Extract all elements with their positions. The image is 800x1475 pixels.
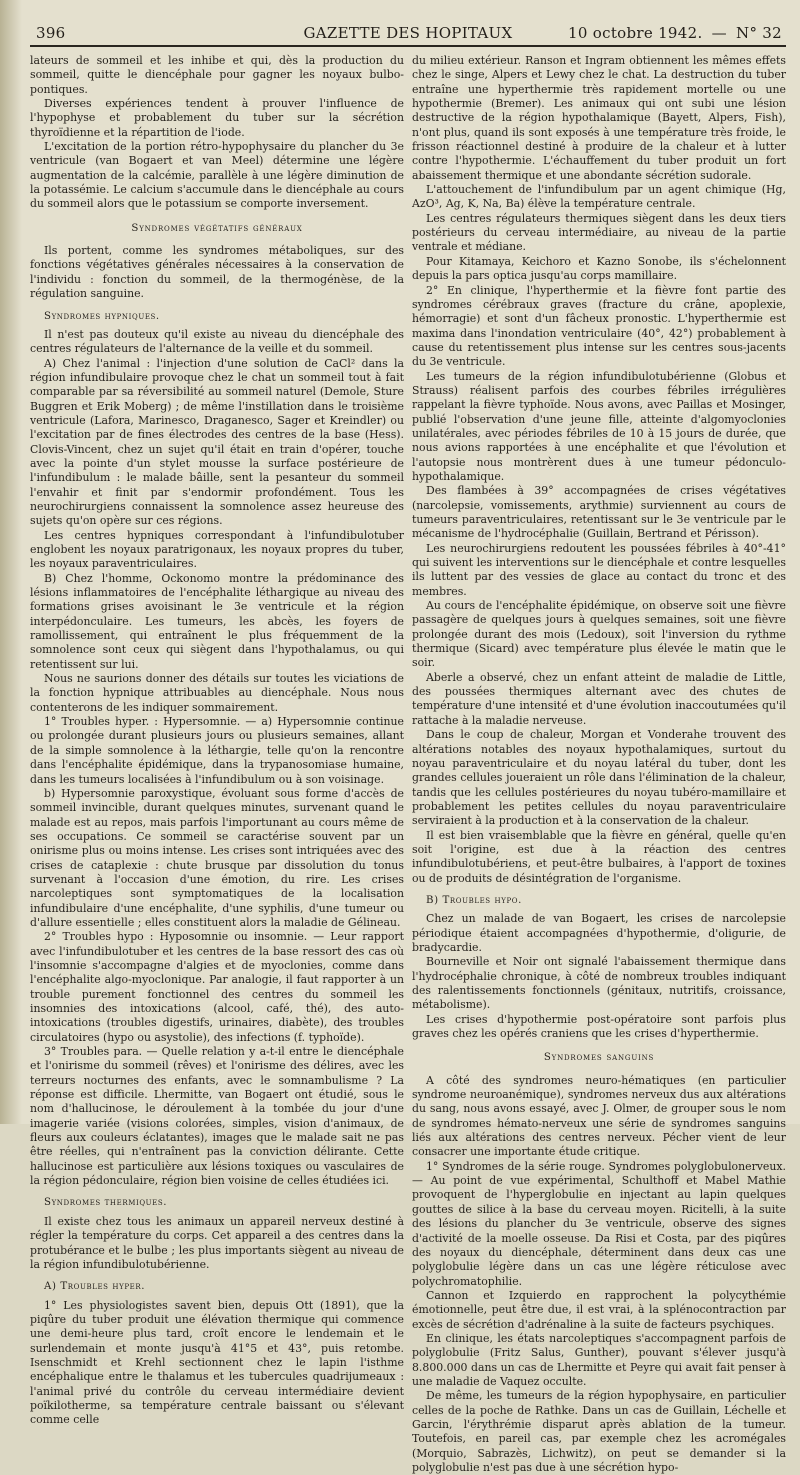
paragraph: Diverses expériences tendent à prouver l'influence de l'hypophyse et probablement du tuber sur la sécrétion thyroïdienne et la répartition de l'iode. (30, 97, 404, 139)
section-heading: Syndromes hypniques. (44, 310, 160, 322)
page-edge-shadow (0, 0, 22, 1124)
paragraph: L'attouchement de l'infundibulum par un agent chimique (Hg, AzO³, Ag, K, Na, Ba) élève la température centrale. (412, 183, 786, 211)
issue-separator: — (711, 24, 727, 42)
section-heading: Syndromes végétatifs généraux (131, 222, 303, 234)
paragraph: A côté des syndromes neuro-hématiques (en particulier syndrome neuroanémique), syndromes nerveux dus aux altérations du sang, nous avons essayé, avec J. Olmer, de grouper sous le nom de syndromes hémato-nerveux une série de syndromes sanguins liés aux altérations des centres nerveux. Pécher vient de leur consacrer une importante étude critique. (412, 1073, 786, 1159)
paragraph: Cannon et Izquierdo en rapprochent la polycythémie émotionnelle, peut être due, il est vrai, à la splénocontraction par excès de sécrétion d'adrénaline à la suite de facteurs psychiques. (412, 1288, 786, 1331)
paragraph: 2° En clinique, l'hyperthermie et la fièvre font partie des syndromes cérébraux graves (fracture du crâne, apoplexie, hémorragie) et sont d'un fâcheux pronostic. L'hyperthermie est maxima dans l'inondation ventriculaire (40°, 42°) probablement à cause du retentissement plus intense sur les centres sous-jacents du 3e ventricule. (412, 283, 786, 369)
paragraph: 1° Les physiologistes savent bien, depuis Ott (1891), que la piqûre du tuber produit une élévation thermique qui commence une demi-heure plus tard, croît encore le lendemain et le surlendemain et monte jusqu'à 41°5 et 43°, puis retombe. Isenschmidt et Krehl sectionnent chez le lapin l'isthme encéphalique entre le thalamus et les tubercules quadrijumeaux : l'animal privé du contrôle du cerveau intermédiaire devient poïkilotherme, sa température centrale baissant ou s'élevant comme celle (30, 1298, 404, 1427)
paragraph: Les neurochirurgiens redoutent les poussées fébriles à 40°-41° qui suivent les interventions sur le diencéphale et contre lesquelles ils luttent par des vessies de glace au contact du tronc et des membres. (412, 541, 786, 598)
paragraph: A) Chez l'animal : l'injection d'une solution de CaCl² dans la région infundibulaire provoque chez le chat un sommeil tout à fait comparable par sa réversibilité au sommeil naturel (Demole, Sture Buggren et Erik Moberg) ; de même l'instillation dans le troisième ventricule (Lafora, Marinesco, Draganesco, Sager et Kreindler) ou l'excitation par de fines électrodes des centres de la base (Hess). Clovis-Vincent, chez un sujet qu'il était en train d'opérer, touche avec la pointe d'un stylet mousse la surface postérieure de l'infundibulum : le malade bâille, sent la pesanteur du sommeil l'envahir et finit par s'endormir profondément. Tous les neurochirurgiens connaissent la somnolence assez heureuse des sujets qu'on opère sur ces régions. (30, 356, 404, 528)
issue-date: 10 octobre 1942. (568, 24, 703, 42)
paragraph: 1° Troubles hyper. : Hypersomnie. — a) Hypersomnie continue ou prolongée durant plusieurs jours ou plusieurs semaines, allant de la simple somnolence à la léthargie, telle qu'on la rencontre dans l'encéphalite épidémique, dans la trypanosomiase humaine, dans les tumeurs localisées à l'infundibulum ou à son voisinage. (30, 715, 404, 786)
paragraph: lateurs de sommeil et les inhibe et qui, dès la production du sommeil, quitte le diencéphale pour gagner les noyaux bulbo-pontiques. (30, 54, 404, 96)
page-number: 396 (36, 24, 66, 42)
paragraph: Il existe chez tous les animaux un appareil nerveux destiné à régler la température du corps. Cet appareil a des centres dans la protubérance et le bulbe ; les plus importants siègent au niveau de la région infundibulotubérienne. (30, 1214, 404, 1271)
paragraph: B) Chez l'homme, Ockonomo montre la prédominance des lésions inflammatoires de l'encéphalite léthargique au niveau des formations grises avoisinant le 3e ventricule et la région interpédonculaire. Les tumeurs, les abcès, les foyers de ramollissement, qui entraînent le plus fréquemment de la somnolence sont ceux qui siègent dans l'hypothalamus, ou qui retentissent sur lui. (30, 571, 404, 671)
paragraph: Des flambées à 39° accompagnées de crises végétatives (narcolepsie, vomissements, arythmie) surviennent au cours de tumeurs paraventriculaires, retentissant sur le 3e ventricule par le mécanisme de l'hydrocéphalie (Guillain, Bertrand et Périsson). (412, 484, 786, 541)
paragraph: Il est bien vraisemblable que la fièvre en général, quelle qu'en soit l'origine, est due à la réaction des centres infundibulotubériens, et peut-être bulbaires, à l'apport de toxines ou de produits de désintégration de l'organisme. (412, 828, 786, 885)
paragraph: du milieu extérieur. Ranson et Ingram obtiennent les mêmes effets chez le singe, Alpers et Lewy chez le chat. La destruction du tuber entraîne une hyperthermie très rapidement mortelle ou une hypothermie (Bremer). Les animaux qui ont subi une lésion destructive de la région hypothalamique (Bayett, Alpers, Fish), n'ont plus, quand ils sont exposés à une température très froide, le frisson réactionnel destiné à produire de la chaleur et à lutter contre l'hypothermie. L'échauffement du tuber produit un fort abaissement thermique et une abondante sécrétion sudorale. (412, 54, 786, 182)
section-heading: Syndromes thermiques. (44, 1197, 168, 1209)
paragraph: Les centres régulateurs thermiques siègent dans les deux tiers postérieurs du cerveau intermédiaire, au niveau de la partie ventrale et médiane. (412, 211, 786, 254)
paragraph: Bourneville et Noir ont signalé l'abaissement thermique dans l'hydrocéphalie chronique, à côté de nombreux troubles indiquant des ralentissements fonctionnels (génitaux, nutritifs, croissance, métabolisme). (412, 955, 786, 1012)
right-column (412, 54, 786, 1474)
paragraph: L'excitation de la portion rétro-hypophysaire du plancher du 3e ventricule (van Bogaert et van Meel) détermine une légère augmentation de la calcémie, parallèle à une légère diminution de la potassémie. Le calcium s'accumule dans le diencéphale au cours du sommeil alors que le potassium se comporte inversement. (30, 140, 404, 211)
paragraph: Il n'est pas douteux qu'il existe au niveau du diencéphale des centres régulateurs de l'alternance de la veille et du sommeil. (30, 327, 404, 356)
issue-info (564, 24, 782, 42)
paragraph: 1° Syndromes de la série rouge. Syndromes polyglobulonerveux. — Au point de vue expérimental, Schulthoff et Mabel Mathie provoquent de l'hyperglobulie en injectant au lapin quelques gouttes de silice à la base du cerveau moyen. Ricitelli, à la suite des lésions du plancher du 3e ventricule, observe des signes d'activité de la moelle osseuse. Da Risi et Costa, par des piqûres des noyaux du diencéphale, déterminent dans deux cas une polyglobulie légère dans un cas une légère réticulose avec polychromatophilie. (412, 1159, 786, 1288)
issue-number: N° 32 (736, 24, 782, 42)
paragraph: Dans le coup de chaleur, Morgan et Vonderahe trouvent des altérations notables des noyaux hypothalamiques, surtout du noyau paraventriculaire et du noyau latéral du tuber, dont les grandes cellules joueraient un rôle dans l'élimination de la chaleur, tandis que les cellules postérieures du noyau tubéro-mamillaire et probablement les petites cellules du noyau paraventriculaire serviraient à la production et à la conservation de la chaleur. (412, 728, 786, 828)
header-rule (30, 45, 786, 47)
paragraph: 3° Troubles para. — Quelle relation y a-t-il entre le diencéphale et l'onirisme du sommeil (rêves) et l'onirisme des délires, avec les terreurs nocturnes des enfants, avec le somnambulisme ? La réponse est difficile. Lhermitte, van Bogaert ont étudié, sous le nom d'hallucinose, le déroulement à la tombée du jour d'une imagerie variée (visions colorées, simples, vision d'animaux, de fleurs aux couleurs éclatantes), images que le malade sait ne pas être réelles, qui n'entraînent pas la conviction délirante. Cette hallucinose est particulière aux lésions toxiques ou vasculaires de la région pédonculaire, région bien voisine de celles étudiées ici. (30, 1045, 404, 1188)
paragraph: Aberle a observé, chez un enfant atteint de maladie de Little, des poussées thermiques alternant avec des chutes de température d'une intensité et d'une évolution inaccoutumées qu'il rattache à la maladie nerveuse. (412, 670, 786, 727)
paragraph: Chez un malade de van Bogaert, les crises de narcolepsie périodique étaient accompagnées d'hypothermie, d'oligurie, de bradycardie. (412, 912, 786, 954)
journal-title: GAZETTE DES HOPITAUX (303, 24, 513, 42)
left-column (30, 54, 404, 1427)
paragraph: Les centres hypniques correspondant à l'infundibulotuber englobent les noyaux paratrigonaux, les noyaux propres du tuber, les noyaux paraventriculaires. (30, 528, 404, 571)
section-heading: Syndromes sanguins (543, 1052, 655, 1064)
section-heading: A) Troubles hyper. (44, 1281, 146, 1293)
paragraph: Les crises d'hypothermie post-opératoire sont parfois plus graves chez les opérés craniens que les crises d'hyperthermie. (412, 1012, 786, 1041)
paragraph: Nous ne saurions donner des détails sur toutes les viciations de la fonction hypnique attribuables au diencéphale. Nous nous contenterons de les indiquer sommairement. (30, 672, 404, 714)
paragraph: De même, les tumeurs de la région hypophysaire, en particulier celles de la poche de Rathke. Dans un cas de Guillain, Léchelle et Garcin, l'érythrémie disparut après ablation de la tumeur. Toutefois, en pareil cas, par exemple chez les acromégales (Morquio, Sabrazès, Lichwitz), on peut se demander si la polyglobulie n'est pas due à une sécrétion hypo- (412, 1389, 786, 1474)
paragraph: b) Hypersomnie paroxystique, évoluant sous forme d'accès de sommeil invincible, durant quelques minutes, survenant quand le malade est au repos, mais parfois l'importunant au cours même de ses occupations. Ce sommeil se caractérise souvent par un onirisme plus ou moins intense. Les crises sont intriquées avec des crises de cataplexie : chute brusque par dissolution du tonus survenant à l'occasion d'une émotion, du rire. Les crises narcoleptiques sont symptomatiques de la localisation infundibulaire d'une encéphalite, d'une syphilis, d'une tumeur ou d'allure essentielle ; elles constituent alors la maladie de Gélineau. (30, 786, 404, 929)
paragraph: 2° Troubles hypo : Hyposomnie ou insomnie. — Leur rapport avec l'infundibulotuber et les centres de la base ressort des cas où l'insomnie s'accompagne d'algies et de myoclonies, comme dans l'encéphalite algo-myoclonique. Par analogie, il faut rapporter à un trouble purement fonctionnel des centres du sommeil les insomnies des intoxications (alcool, café, thé), des auto-intoxications (troubles digestifs, urinaires, diabète), des troubles circulatoires (hypo ou asystolie), des infections (f. typhoïde). (30, 930, 404, 1044)
paragraph: Pour Kitamaya, Keichoro et Kazno Sonobe, ils s'échelonnent depuis la pars optica jusqu'au corps mamillaire. (412, 254, 786, 283)
section-heading: B) Troubles hypo. (426, 894, 522, 906)
paragraph: Ils portent, comme les syndromes métaboliques, sur des fonctions végétatives générales nécessaires à la conservation de l'individu : fonction du sommeil, de la thermogénèse, de la régulation sanguine. (30, 244, 404, 301)
paragraph: Au cours de l'encéphalite épidémique, on observe soit une fièvre passagère de quelques jours à quelques semaines, soit une fièvre prolongée durant des mois (Ledoux), soit l'inversion du rythme thermique (Sicard) avec température plus élevée le matin que le soir. (412, 599, 786, 670)
paragraph: En clinique, les états narcoleptiques s'accompagnent parfois de polyglobulie (Fritz Salus, Gunther), pouvant s'élever jusqu'à 8.800.000 dans un cas de Lhermitte et Peyre qui avait fait penser à une maladie de Vaquez occulte. (412, 1331, 786, 1388)
paragraph: Les tumeurs de la région infundibulotubérienne (Globus et Strauss) réalisent parfois des courbes fébriles irrégulières rappelant la fièvre typhoïde. Nous avons, avec Paillas et Mosinger, publié l'observation d'une jeune fille, atteinte d'algomyoclonies unilatérales, avec périodes fébriles de 10 à 15 jours de durée, que nous avions rapportées à une encéphalite et que l'évolution et l'autopsie nous montrèrent dues à une tumeur pédonculo-hypothalamique. (412, 369, 786, 483)
